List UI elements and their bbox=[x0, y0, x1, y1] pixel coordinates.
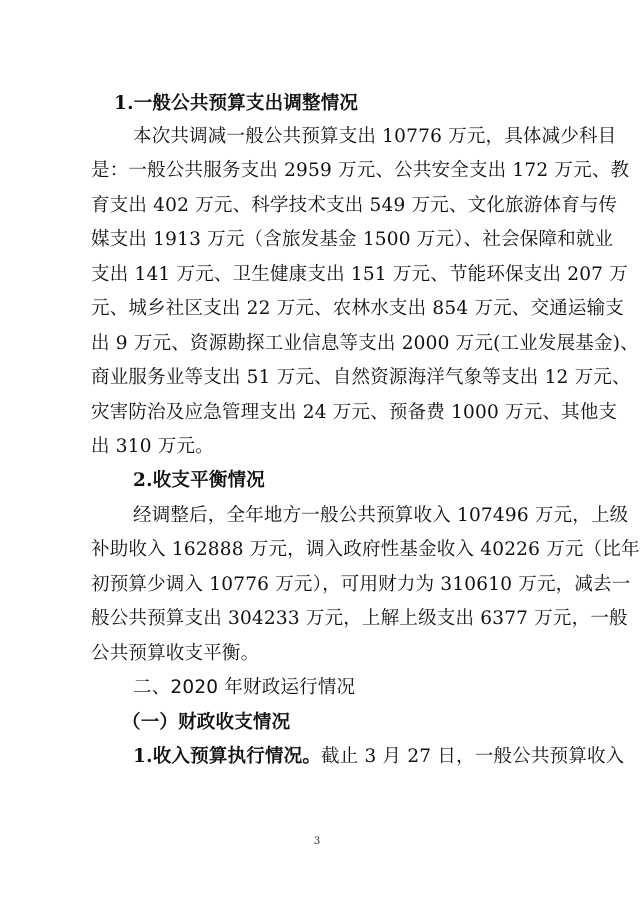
paragraph-line: 出 310 万元。 bbox=[91, 436, 214, 457]
paragraph-line: 初预算少调入 10776 万元），可用财力为 310610 万元，减去一 bbox=[91, 574, 631, 595]
paragraph-line: 经调整后，全年地方一般公共预算收入 107496 万元，上级 bbox=[133, 505, 629, 526]
paragraph-line: 出 9 万元、资源勘探工业信息等支出 2000 万元(工业发展基金)、 bbox=[91, 333, 639, 354]
section-heading-expenditure-adjustment: 1.一般公共预算支出调整情况 bbox=[114, 93, 359, 114]
paragraph-line: 元、城乡社区支出 22 万元、农林水支出 854 万元、交通运输支 bbox=[91, 298, 624, 319]
paragraph-line-item1 bbox=[133, 745, 625, 769]
paragraph-line: 育支出 402 万元、科学技术支出 549 万元、文化旅游体育与传 bbox=[91, 195, 618, 216]
paragraph-line: 灾害防治及应急管理支出 24 万元、预备费 1000 万元、其他支 bbox=[91, 402, 618, 423]
paragraph-line: 般公共预算支出 304233 万元，上解上级支出 6377 万元，一般 bbox=[91, 608, 628, 629]
section-heading-balance: 2.收支平衡情况 bbox=[133, 470, 265, 491]
paragraph-line: 媒支出 1913 万元（含旅发基金 1500 万元）、社会保障和就业 bbox=[91, 229, 614, 250]
page-number: 3 bbox=[313, 836, 321, 847]
paragraph-line: 本次共调减一般公共预算支出 10776 万元，具体减少科目 bbox=[133, 126, 617, 147]
part-heading-2020-fiscal-operation: 二、2020 年财政运行情况 bbox=[133, 677, 356, 698]
paragraph-line: 是：一般公共服务支出 2959 万元、公共安全支出 172 万元、教 bbox=[91, 160, 630, 181]
paragraph-line: 商业服务业等支出 51 万元、自然资源海洋气象等支出 12 万元、 bbox=[91, 367, 631, 388]
paragraph-line: 补助收入 162888 万元，调入政府性基金收入 40226 万元（比年 bbox=[91, 539, 640, 560]
paragraph-line: 公共预算收支平衡。 bbox=[91, 643, 260, 664]
item1-lead-text: 1.收入预算执行情况。 bbox=[133, 746, 322, 767]
subsection-heading-revenue-expenditure: （一）财政收支情况 bbox=[122, 712, 291, 733]
item1-body-text: 截止 3 月 27 日，一般公共预算收入 bbox=[321, 746, 625, 767]
paragraph-line: 支出 141 万元、卫生健康支出 151 万元、节能环保支出 207 万 bbox=[91, 264, 628, 285]
